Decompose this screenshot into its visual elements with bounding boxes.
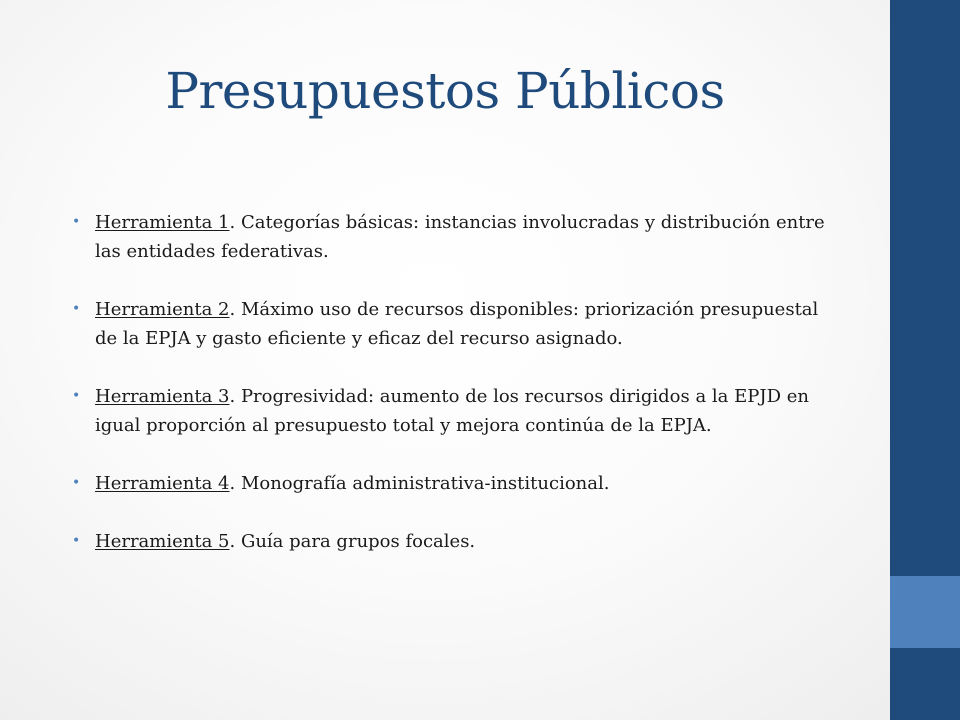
herramienta-3-link[interactable]: Herramienta 3 <box>95 386 230 407</box>
bullet-dot-icon: • <box>72 533 81 549</box>
herramienta-1-link[interactable]: Herramienta 1 <box>95 212 230 233</box>
bullet-item-3 <box>72 382 832 440</box>
bullet-item-1 <box>72 208 832 266</box>
bullet-text-1: . Categorías básicas: instancias involucradas y distribución entre las entidades federativas. <box>95 212 825 262</box>
bullet-item-5 <box>72 527 832 556</box>
bullet-item-2 <box>72 295 832 353</box>
bullet-dot-icon: • <box>72 301 81 317</box>
herramienta-2-link[interactable]: Herramienta 2 <box>95 299 230 320</box>
bullet-text-3: . Progresividad: aumento de los recursos dirigidos a la EPJD en igual proporción al presupuesto total y mejora continúa de la EPJA. <box>95 386 809 436</box>
decorative-side-accent <box>890 576 960 648</box>
herramienta-4-link[interactable]: Herramienta 4 <box>95 473 230 494</box>
bullet-text-2: . Máximo uso de recursos disponibles: priorización presupuestal de la EPJA y gasto eficiente y eficaz del recurso asignado. <box>95 299 819 349</box>
bullet-item-4 <box>72 469 832 498</box>
herramienta-5-link[interactable]: Herramienta 5 <box>95 531 230 552</box>
bullet-list <box>72 208 832 585</box>
bullet-text-4: . Monografía administrativa-institucional. <box>229 473 610 494</box>
bullet-dot-icon: • <box>72 214 81 230</box>
slide-title: Presupuestos Públicos <box>165 62 725 120</box>
bullet-dot-icon: • <box>72 475 81 491</box>
bullet-text-5: . Guía para grupos focales. <box>229 531 476 552</box>
bullet-dot-icon: • <box>72 388 81 404</box>
